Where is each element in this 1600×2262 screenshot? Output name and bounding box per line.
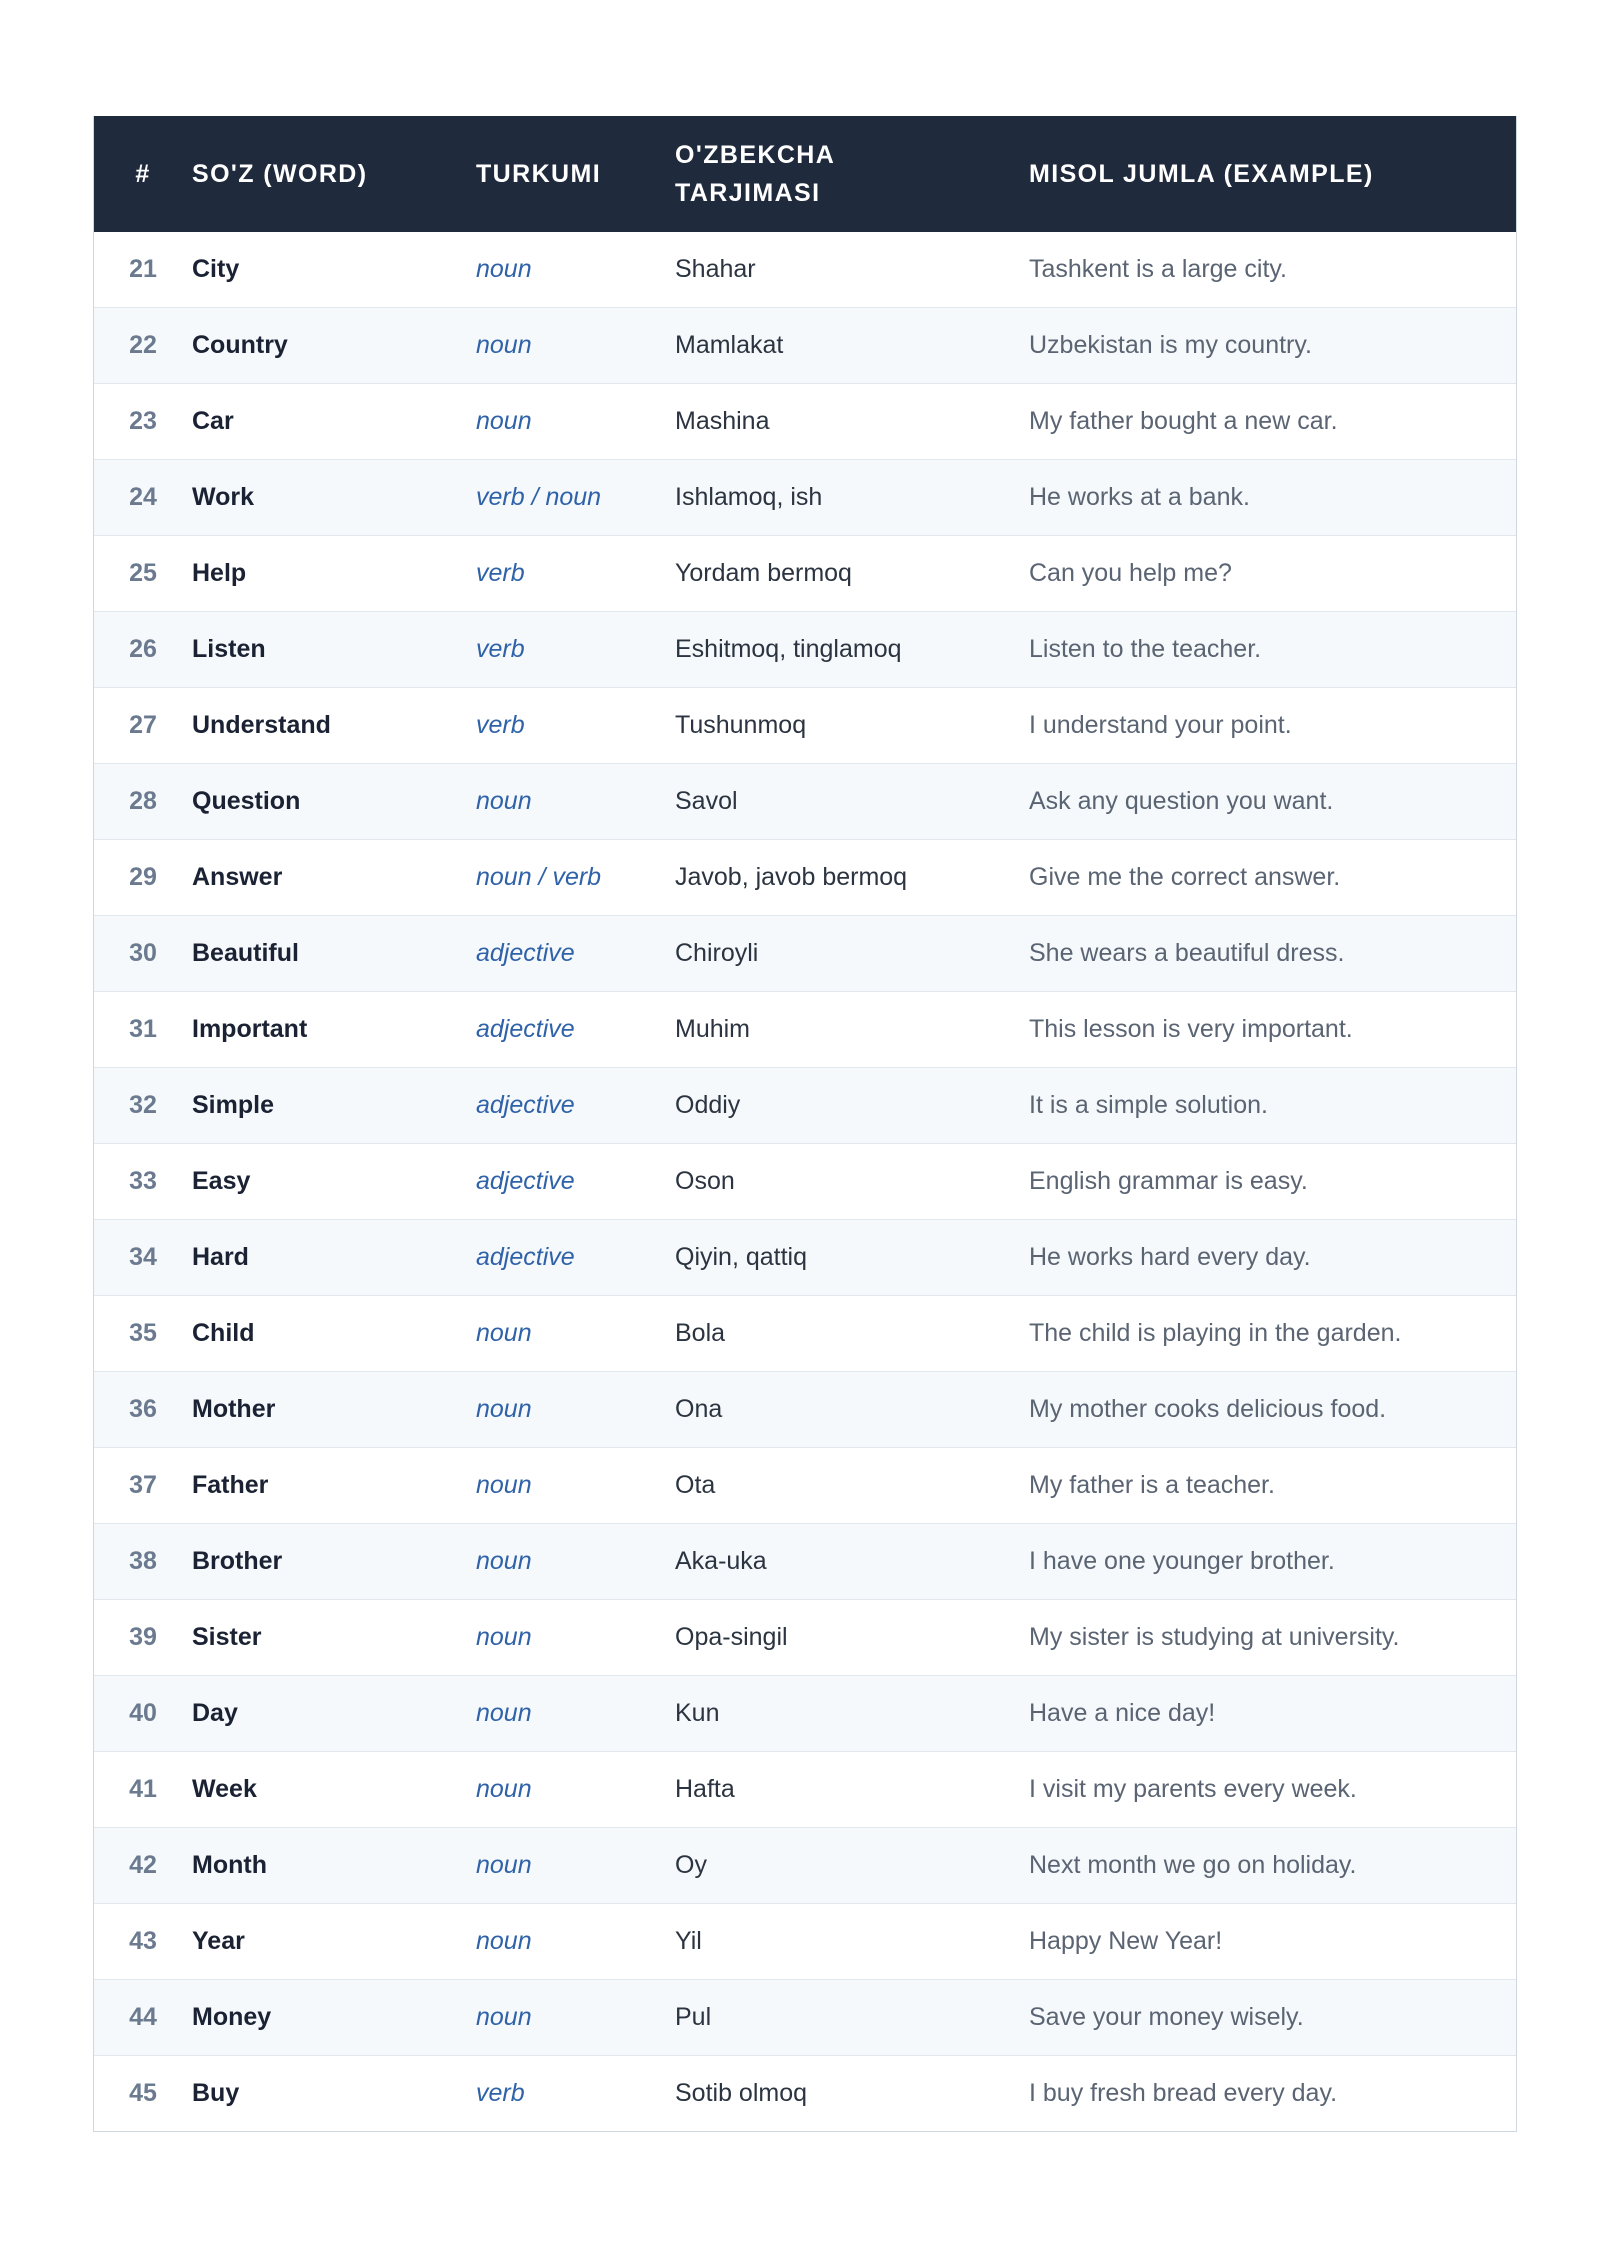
word-cell: Father	[192, 1448, 476, 1524]
part-of-speech-cell: noun	[476, 1524, 675, 1600]
word-cell: Mother	[192, 1372, 476, 1448]
example-cell: My father bought a new car.	[1029, 384, 1516, 460]
table-body	[94, 232, 1516, 2131]
table-row	[94, 1220, 1516, 1296]
word-cell: Week	[192, 1752, 476, 1828]
example-cell: Tashkent is a large city.	[1029, 255, 1287, 283]
table-row	[94, 840, 1516, 916]
translation-cell: Oy	[675, 1828, 1029, 1904]
row-number: 23	[94, 384, 192, 460]
translation-cell: Shahar	[675, 255, 756, 283]
part-of-speech-cell: verb	[476, 612, 675, 688]
part-of-speech-cell: noun	[476, 1676, 675, 1752]
example-cell: My sister is studying at university.	[1029, 1600, 1516, 1676]
row-number: 25	[94, 536, 192, 612]
translation-cell: Hafta	[675, 1752, 1029, 1828]
word-cell: Help	[192, 536, 476, 612]
example-cell: Have a nice day!	[1029, 1676, 1516, 1752]
row-number: 40	[94, 1676, 192, 1752]
word-cell: Money	[192, 1980, 476, 2056]
part-of-speech-cell: noun	[476, 1752, 675, 1828]
table-row	[94, 1144, 1516, 1220]
row-number: 37	[94, 1448, 192, 1524]
part-of-speech-cell: verb	[476, 2056, 675, 2132]
word-cell: Buy	[192, 2056, 476, 2132]
table-row	[94, 992, 1516, 1068]
header-translation-line1: O'ZBEKCHA	[675, 141, 836, 169]
word-cell: Work	[192, 460, 476, 536]
word-cell: Question	[192, 764, 476, 840]
table-row	[94, 612, 1516, 688]
table-row	[94, 1600, 1516, 1676]
example-cell: I buy fresh bread every day.	[1029, 2056, 1516, 2132]
example-cell: English grammar is easy.	[1029, 1144, 1516, 1220]
part-of-speech-cell: adjective	[476, 1144, 675, 1220]
row-number: 34	[94, 1220, 192, 1296]
header-word: SO'Z (WORD)	[192, 116, 476, 232]
table-row	[94, 1448, 1516, 1524]
table-row	[94, 1296, 1516, 1372]
part-of-speech-cell: adjective	[476, 992, 675, 1068]
translation-cell: Bola	[675, 1296, 1029, 1372]
header-example: MISOL JUMLA (EXAMPLE)	[1029, 116, 1516, 232]
word-cell: Car	[192, 384, 476, 460]
example-cell: Can you help me?	[1029, 536, 1516, 612]
table-row	[94, 308, 1516, 384]
table-row	[94, 1372, 1516, 1448]
example-cell: Next month we go on holiday.	[1029, 1828, 1516, 1904]
word-cell: Day	[192, 1676, 476, 1752]
translation-cell: Oddiy	[675, 1068, 1029, 1144]
row-number: 41	[94, 1752, 192, 1828]
word-cell: Easy	[192, 1144, 476, 1220]
part-of-speech-cell: noun	[476, 308, 675, 384]
example-cell: Ask any question you want.	[1029, 764, 1516, 840]
word-cell: Answer	[192, 840, 476, 916]
row-number: 45	[94, 2056, 192, 2132]
row-number: 39	[94, 1600, 192, 1676]
table-row	[94, 1068, 1516, 1144]
part-of-speech-cell: adjective	[476, 916, 675, 992]
part-of-speech-cell: noun / verb	[476, 840, 675, 916]
part-of-speech-cell: noun	[476, 1372, 675, 1448]
row-number: 42	[94, 1828, 192, 1904]
row-number: 26	[94, 612, 192, 688]
table-row	[94, 2056, 1516, 2132]
word-cell: Listen	[192, 612, 476, 688]
row-number: 44	[94, 1980, 192, 2056]
table-row	[94, 460, 1516, 536]
part-of-speech-cell: verb / noun	[476, 460, 675, 536]
row-number: 30	[94, 916, 192, 992]
translation-cell: Mashina	[675, 384, 1029, 460]
part-of-speech-cell: noun	[476, 1904, 675, 1980]
example-cell: I visit my parents every week.	[1029, 1752, 1516, 1828]
word-cell: Simple	[192, 1068, 476, 1144]
translation-cell: Pul	[675, 1980, 1029, 2056]
row-number: 36	[94, 1372, 192, 1448]
row-number: 32	[94, 1068, 192, 1144]
row-number: 21	[129, 255, 157, 283]
table-row	[94, 1524, 1516, 1600]
table-row	[94, 1828, 1516, 1904]
translation-cell: Ona	[675, 1372, 1029, 1448]
row-number: 24	[94, 460, 192, 536]
table-row	[94, 764, 1516, 840]
header-translation	[675, 116, 1029, 232]
example-cell: This lesson is very important.	[1029, 992, 1516, 1068]
translation-cell: Chiroyli	[675, 916, 1029, 992]
translation-cell: Eshitmoq, tinglamoq	[675, 612, 1029, 688]
example-cell: Uzbekistan is my country.	[1029, 308, 1516, 384]
table-row	[94, 536, 1516, 612]
table-row	[94, 688, 1516, 764]
example-cell: Happy New Year!	[1029, 1904, 1516, 1980]
part-of-speech-cell: noun	[476, 1600, 675, 1676]
row-number: 35	[94, 1296, 192, 1372]
word-cell: Understand	[192, 688, 476, 764]
table-row	[94, 1980, 1516, 2056]
table-row	[94, 232, 1516, 308]
example-cell: I have one younger brother.	[1029, 1524, 1516, 1600]
translation-cell: Ota	[675, 1448, 1029, 1524]
word-cell: Beautiful	[192, 916, 476, 992]
header-row	[94, 116, 1516, 232]
translation-cell: Savol	[675, 764, 1029, 840]
table-row	[94, 1752, 1516, 1828]
table-row	[94, 916, 1516, 992]
part-of-speech-cell: adjective	[476, 1068, 675, 1144]
translation-cell: Muhim	[675, 992, 1029, 1068]
word-cell: Important	[192, 992, 476, 1068]
translation-cell: Qiyin, qattiq	[675, 1220, 1029, 1296]
word-cell: City	[192, 255, 240, 283]
vocabulary-table	[94, 116, 1516, 2131]
translation-cell: Yordam bermoq	[675, 536, 1029, 612]
row-number: 43	[94, 1904, 192, 1980]
table-row	[94, 1904, 1516, 1980]
header-translation-line2: TARJIMASI	[675, 179, 821, 207]
table-header	[94, 116, 1516, 232]
example-cell: He works hard every day.	[1029, 1220, 1516, 1296]
word-cell: Hard	[192, 1220, 476, 1296]
translation-cell: Mamlakat	[675, 308, 1029, 384]
row-number: 22	[94, 308, 192, 384]
table-row	[94, 1676, 1516, 1752]
row-number: 31	[94, 992, 192, 1068]
row-number: 29	[94, 840, 192, 916]
part-of-speech-cell: noun	[476, 1296, 675, 1372]
example-cell: He works at a bank.	[1029, 460, 1516, 536]
table-row	[94, 384, 1516, 460]
example-cell: My mother cooks delicious food.	[1029, 1372, 1516, 1448]
header-part-of-speech: TURKUMI	[476, 116, 675, 232]
translation-cell: Yil	[675, 1904, 1029, 1980]
example-cell: I understand your point.	[1029, 688, 1516, 764]
example-cell: It is a simple solution.	[1029, 1068, 1516, 1144]
translation-cell: Opa-singil	[675, 1600, 1029, 1676]
translation-cell: Aka-uka	[675, 1524, 1029, 1600]
word-cell: Month	[192, 1828, 476, 1904]
part-of-speech-cell: adjective	[476, 1220, 675, 1296]
word-cell: Country	[192, 308, 476, 384]
translation-cell: Kun	[675, 1676, 1029, 1752]
part-of-speech-cell: noun	[476, 764, 675, 840]
example-cell: My father is a teacher.	[1029, 1448, 1516, 1524]
header-number: #	[94, 116, 192, 232]
translation-cell: Oson	[675, 1144, 1029, 1220]
translation-cell: Ishlamoq, ish	[675, 460, 1029, 536]
part-of-speech-cell: noun	[476, 384, 675, 460]
part-of-speech-cell: verb	[476, 536, 675, 612]
translation-cell: Sotib olmoq	[675, 2056, 1029, 2132]
part-of-speech-cell: noun	[476, 255, 532, 283]
row-number: 28	[94, 764, 192, 840]
part-of-speech-cell: noun	[476, 1980, 675, 2056]
example-cell: Save your money wisely.	[1029, 1980, 1516, 2056]
word-cell: Child	[192, 1296, 476, 1372]
example-cell: Give me the correct answer.	[1029, 840, 1516, 916]
word-cell: Brother	[192, 1524, 476, 1600]
part-of-speech-cell: verb	[476, 688, 675, 764]
word-cell: Year	[192, 1904, 476, 1980]
vocabulary-table-container	[93, 116, 1517, 2132]
example-cell: Listen to the teacher.	[1029, 612, 1516, 688]
example-cell: The child is playing in the garden.	[1029, 1296, 1516, 1372]
row-number: 27	[94, 688, 192, 764]
word-cell: Sister	[192, 1600, 476, 1676]
example-cell: She wears a beautiful dress.	[1029, 916, 1516, 992]
part-of-speech-cell: noun	[476, 1448, 675, 1524]
row-number: 38	[94, 1524, 192, 1600]
translation-cell: Javob, javob bermoq	[675, 840, 1029, 916]
translation-cell: Tushunmoq	[675, 688, 1029, 764]
part-of-speech-cell: noun	[476, 1828, 675, 1904]
row-number: 33	[94, 1144, 192, 1220]
